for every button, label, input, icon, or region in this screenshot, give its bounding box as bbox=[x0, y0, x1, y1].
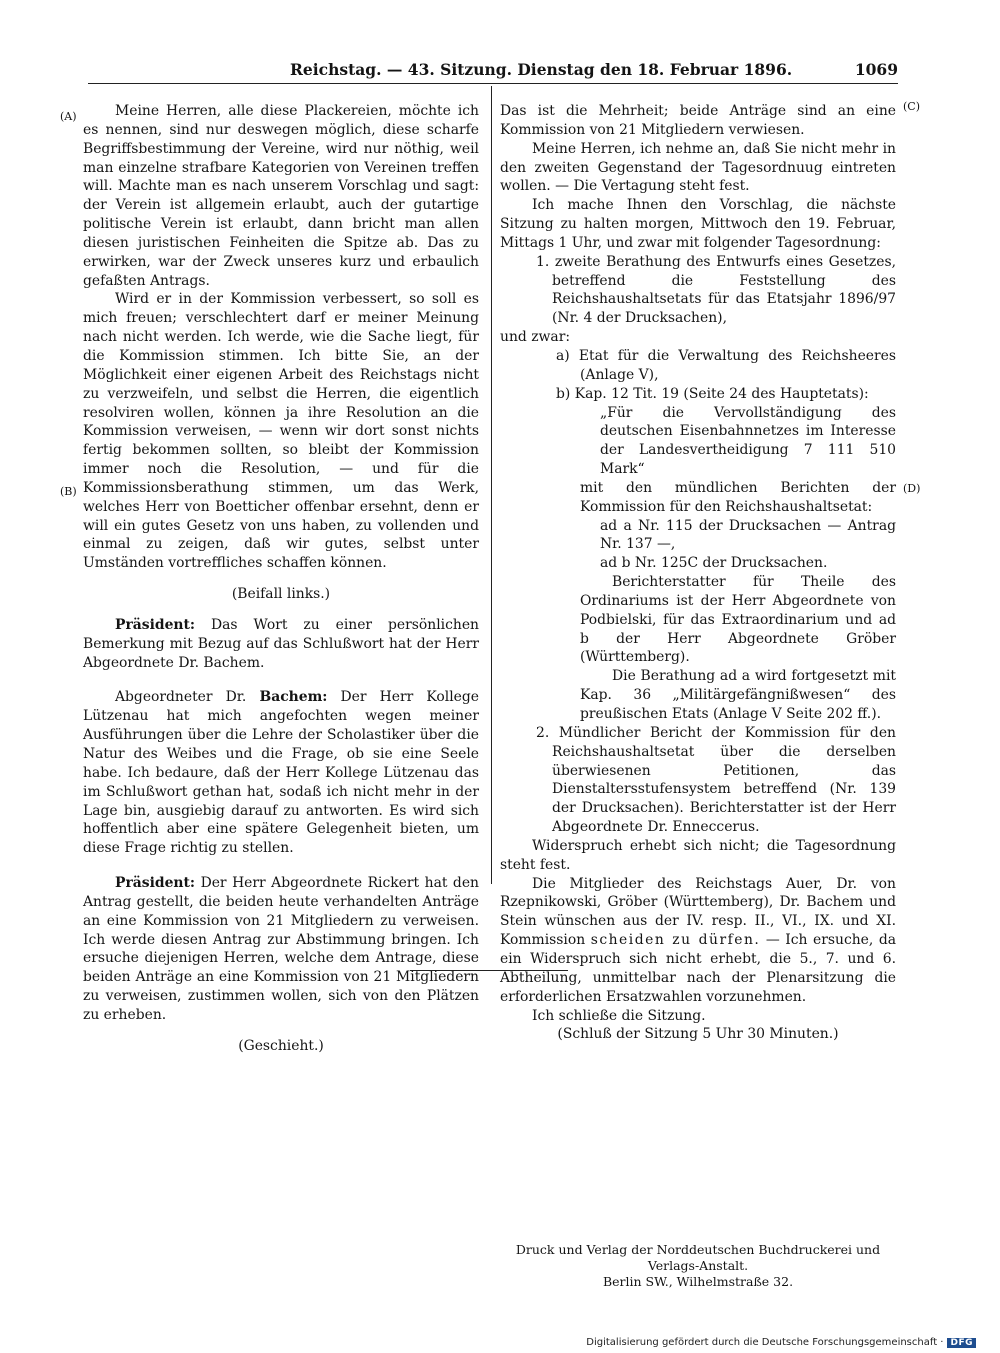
speech-paragraph bbox=[83, 688, 479, 858]
paragraph: mit den mündlichen Berichten der Kommission für den Reichshaushaltsetat: bbox=[580, 479, 896, 515]
spaced-text: scheiden zu dürfen. bbox=[590, 932, 761, 949]
paragraph: Meine Herren, ich nehme an, daß Sie nicht mehr in den zweiten Gegenstand der Tagesordnuug eintreten wollen. — Die Vertagung steht fest. bbox=[500, 140, 896, 195]
running-head: Reichstag. — 43. Sitzung. Dienstag den 18. Februar 1896. bbox=[290, 60, 793, 79]
margin-marker-a: (A) bbox=[60, 110, 77, 123]
end-rule bbox=[410, 970, 568, 971]
margin-marker-b: (B) bbox=[60, 485, 77, 498]
stage-direction: (Geschieht.) bbox=[238, 1037, 324, 1054]
speech-text: Der Herr Abgeordnete Rickert hat den Antrag gestellt, die beiden heute verhandelten Anträge an eine Kommission von 21 Mitgliedern zu verweisen. Ich werde diesen Antrag zur Abstimmung bringen. Ich ersuche diejenigen Herren, welche dem Antrage, diese beiden Anträge an eine Kommission von 21 Mitgliedern zu verweisen, zustimmen wollen, sich von den Plätzen zu erheben. bbox=[83, 875, 479, 1023]
paragraph bbox=[500, 875, 896, 1007]
paragraph: Die Berathung ad a wird fortgesetzt mit Kap. 36 „Militärgefängnißwesen“ des preußischen Etats (Anlage V Seite 202 ff.). bbox=[580, 668, 896, 722]
paragraph: ad a Nr. 115 der Drucksachen — Antrag Nr. 137 —, bbox=[600, 517, 896, 553]
header-rule bbox=[88, 83, 898, 84]
page-number: 1069 bbox=[854, 60, 898, 79]
margin-marker-c: (C) bbox=[903, 100, 920, 113]
funding-note bbox=[586, 1337, 976, 1348]
paragraph: Ich schließe die Sitzung. bbox=[532, 1007, 706, 1024]
speaker-name: Präsident: bbox=[115, 875, 196, 892]
imprint-line: Berlin SW., Wilhelmstraße 32. bbox=[602, 1274, 794, 1289]
stage-direction: (Beifall links.) bbox=[231, 586, 331, 603]
paragraph: Ich mache Ihnen den Vorschlag, die nächste Sitzung zu halten morgen, Mittwoch den 19. Februar, Mittags 1 Uhr, und zwar mit folgender Tagesordnung: bbox=[500, 197, 896, 251]
margin-marker-d: (D) bbox=[903, 482, 921, 495]
paragraph: Das ist die Mehrheit; beide Anträge sind an eine Kommission von 21 Mitgliedern verwiesen. bbox=[500, 103, 896, 138]
speech-text: Der Herr Kollege Lützenau hat mich angefochten wegen meiner Ausführungen über die Lehre der Scholastiker über die Natur des Weibes und die Frage, ob sie eine Seele habe. Ich bedaure, daß der Herr Kollege Lützenau das im Schlußwort gethan hat, sodaß ich nicht mehr in der Lage bin, ausgiebig darauf zu antworten. Es wird sich hoffentlich aber eine spätere Gelegenheit bieten, um diese Frage richtig zu stellen. bbox=[83, 689, 479, 857]
dfg-logo: DFG bbox=[947, 1338, 976, 1348]
imprint-line: Druck und Verlag der Norddeutschen Buchdruckerei und Verlags-Anstalt. bbox=[515, 1242, 881, 1273]
paragraph: ad b Nr. 125C der Drucksachen. bbox=[600, 555, 828, 572]
agenda-item: 1. zweite Berathung des Entwurfs eines Gesetzes, betreffend die Feststellung des Reichshaushaltsetats für das Etatsjahr 1896/97 (Nr. 4 der Drucksachen), bbox=[536, 253, 896, 327]
agenda-item: 2. Mündlicher Bericht der Kommission für den Reichshaushaltsetat über die derselben überwiesenen Petitionen, das Dienstaltersstufensystem betreffend (Nr. 139 der Drucksachen). Berichterstatter ist der Herr Abgeordnete Dr. Enneccerus. bbox=[536, 724, 896, 836]
speaker-name: Bachem: bbox=[259, 689, 328, 706]
paragraph: Meine Herren, alle diese Plackereien, möchte ich es nennen, sind nur deswegen möglich, diese scharfe Begriffsbestimmung der Vereine, wird nur nöthig, weil man einzelne strafbare Kategorien von Vereinen treffen will. Machte man es nach unserem Vorschlag und sagt: der Verein ist allgemein erlaubt, auch der gutartige politische Verein ist erlaubt, dann bricht man allen diesen juristischen Feinheiten die Spitze ab. Das zu erwirken, war der Zweck unseres kurz und erbaulich gefaßten Antrags. bbox=[83, 103, 479, 289]
closing-note: (Schluß der Sitzung 5 Uhr 30 Minuten.) bbox=[557, 1026, 839, 1043]
speech-paragraph bbox=[83, 616, 479, 673]
right-column bbox=[500, 102, 896, 1044]
imprint bbox=[500, 1242, 896, 1290]
speaker-name: Präsident: bbox=[115, 616, 196, 633]
paragraph: Widerspruch erhebt sich nicht; die Tagesordnung steht fest. bbox=[500, 837, 896, 873]
left-column bbox=[83, 102, 479, 1056]
agenda-subitem: a) Etat für die Verwaltung des Reichsheeres (Anlage V), bbox=[556, 347, 896, 383]
running-header bbox=[290, 60, 898, 80]
text-run: — Ich ersuche, da ein Widerspruch sich nicht erhebt, die 5., 7. und 6. Abtheilung, unmittelbar nach der Plenarsitzung die erforderlichen Ersatzwahlen vorzunehmen. bbox=[500, 932, 897, 1005]
budget-title: „Für die Vervollständigung des deutschen Eisenbahnnetzes im Interesse der Landesvertheidigung 7 111 510 Mark“ bbox=[600, 404, 896, 478]
speech-paragraph bbox=[83, 874, 479, 1025]
paragraph: Berichterstatter für Theile des Ordinariums ist der Herr Abgeordnete von Podbielski, für das Extraordinarium und ad b der Herr Abgeordnete Gröber (Württemberg). bbox=[580, 574, 896, 666]
speaker-title: Abgeordneter Dr. bbox=[115, 689, 260, 706]
paragraph: und zwar: bbox=[500, 329, 571, 346]
paragraph: Wird er in der Kommission verbessert, so soll es mich freuen; verschlechtert darf er meiner Meinung nach nicht werden. Ich werde, wie die Sache liegt, für die Kommission stimmen. Ich bitte Sie, an der Möglichkeit einer eigenen Arbeit des Reichstags nicht zu verzweifeln, und selbst die Herren, die eigentlich resolviren wollen, können ja ihre Resolution an die Kommission verweisen, — wenn wir dort sonst nichts fertig bekommen sollten, so bleibt der Kommission immer noch die Resolution, — und für die Kommissionsberathung stimmen, um das Werk, welches Herr von Boetticher offenbar ersehnt, denn er will ein gutes Gesetz von uns haben, zu vollenden und einmal zu zeigen, daß wir gutes, selbst unter Umständen vortreffliches schaffen können. bbox=[83, 291, 479, 572]
text-run: Die Mitglieder des Reichstags Auer, Dr. von Rzepnikowski, Gröber (Württemberg), Dr. Bachem und Stein wünschen aus der IV. resp. II., VI., IX. und XI. Kommission bbox=[500, 875, 896, 949]
agenda-subitem: b) Kap. 12 Tit. 19 (Seite 24 des Hauptetats): bbox=[556, 385, 869, 402]
speech-text: Das Wort zu einer persönlichen Bemerkung mit Bezug auf das Schlußwort hat der Herr Abgeordnete Dr. Bachem. bbox=[83, 616, 479, 671]
funding-text: Digitalisierung gefördert durch die Deutsche Forschungsgemeinschaft · bbox=[586, 1337, 944, 1348]
column-divider bbox=[491, 86, 492, 884]
